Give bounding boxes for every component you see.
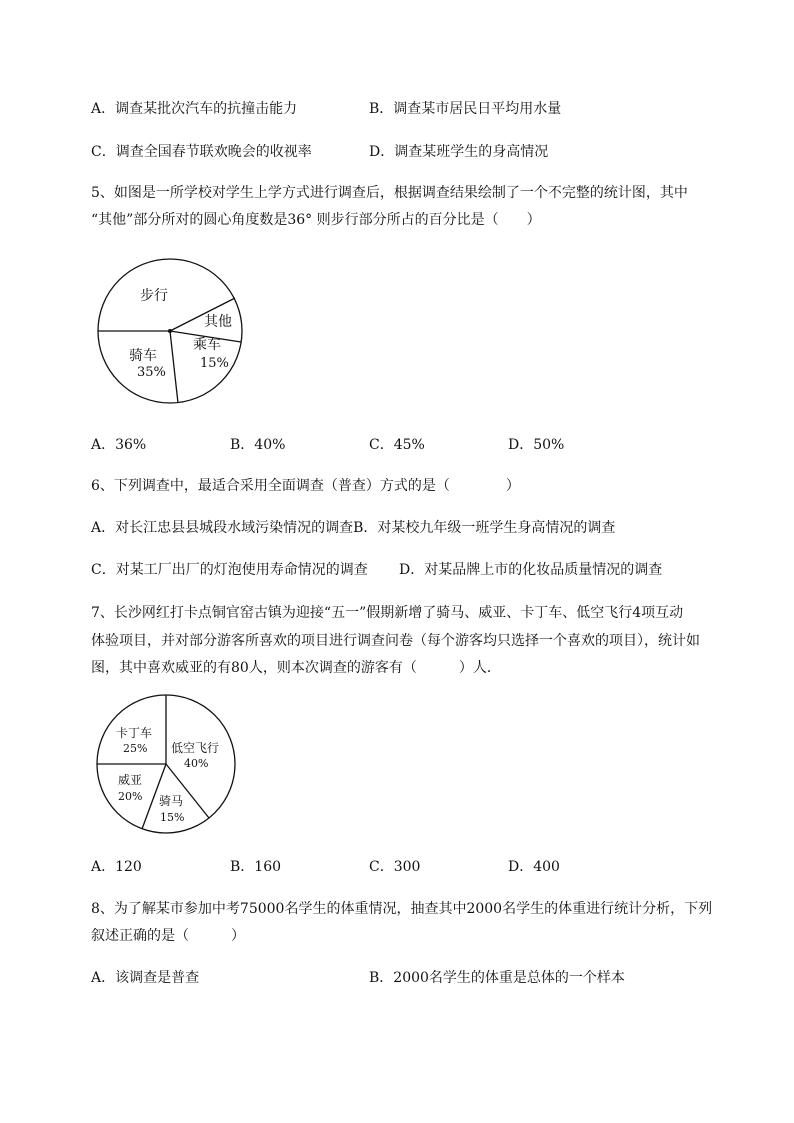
q8-option-b: B．2000名学生的体重是总体的一个样本	[369, 970, 625, 986]
q5-stem-line2: “其他”部分所对的圆心角度数是36° 则步行部分所占的百分比是（ ）	[91, 212, 541, 228]
q5-slice-pct-ride: 15%	[200, 356, 229, 371]
q5-slice-label-other: 其他	[204, 314, 232, 330]
q5-option-a: A．36%	[91, 437, 147, 453]
q7-slice-pct-wire: 20%	[118, 790, 143, 803]
q8-stem-line2: 叙述正确的是（ ）	[91, 928, 245, 944]
q7-slice-label-kart: 卡丁车	[116, 726, 153, 740]
q7-pie-chart	[94, 694, 238, 836]
q8-option-a: A．该调查是普查	[91, 970, 200, 986]
q7-slice-pct-fly: 40%	[184, 757, 209, 770]
q6-option-d: D．对某品牌上市的化妆品质量情况的调查	[399, 562, 663, 578]
q5-option-d: D．50%	[508, 437, 565, 453]
q5-stem-line1: 5、如图是一所学校对学生上学方式进行调查后，根据调查结果绘制了一个不完整的统计图，其中	[91, 185, 688, 201]
q7-option-b: B．160	[230, 859, 282, 875]
q5-slice-label-walk: 步行	[140, 288, 168, 304]
q6-option-c: C．对某工厂出厂的灯泡使用寿命情况的调查	[91, 562, 368, 578]
q7-stem-line3: 图，其中喜欢威亚的有80人，则本次调查的游客有（ ）人．	[91, 660, 501, 676]
q5-pie-chart	[96, 258, 244, 406]
q5-slice-pct-bike: 35%	[137, 365, 166, 380]
q7-stem-line1: 7、长沙网红打卡点铜官窑古镇为迎接“五一”假期新增了骑马、威亚、卡丁车、低空飞行4项互动	[91, 605, 684, 621]
q5-option-b: B．40%	[230, 437, 286, 453]
q7-option-c: C．300	[369, 859, 421, 875]
q4-option-a: A．调查某批次汽车的抗撞击能力	[91, 101, 298, 117]
q7-option-a: A．120	[91, 859, 142, 875]
q7-slice-pct-kart: 25%	[123, 742, 148, 755]
q5-option-c: C．45%	[369, 437, 425, 453]
q5-slice-label-bike: 骑车	[129, 348, 157, 364]
q7-slice-pct-horse: 15%	[160, 811, 185, 824]
q6-stem: 6、下列调查中，最适合采用全面调查（普查）方式的是（ ）	[91, 478, 520, 494]
q4-option-b: B．调查某市居民日平均用水量	[369, 101, 562, 117]
q4-option-d: D．调查某班学生的身高情况	[369, 144, 549, 160]
q8-stem-line1: 8、为了解某市参加中考75000名学生的体重情况，抽查其中2000名学生的体重进行统计分析，下列	[91, 901, 713, 917]
q7-slice-label-fly: 低空飞行	[171, 741, 220, 755]
q7-option-d: D．400	[508, 859, 560, 875]
q7-slice-label-wire: 威亚	[118, 773, 143, 787]
q7-slice-label-horse: 骑马	[159, 794, 184, 808]
q6-option-ab: A．对长江忠县县城段水域污染情况的调查B．对某校九年级一班学生身高情况的调查	[91, 520, 616, 536]
q5-pie-center-dot	[168, 329, 172, 333]
q5-slice-label-ride: 乘车	[193, 337, 221, 353]
q4-option-c: C．调查全国春节联欢晚会的收视率	[91, 144, 312, 160]
q7-stem-line2: 体验项目，并对部分游客所喜欢的项目进行调查问卷（每个游客均只选择一个喜欢的项目），统计如	[91, 633, 700, 649]
